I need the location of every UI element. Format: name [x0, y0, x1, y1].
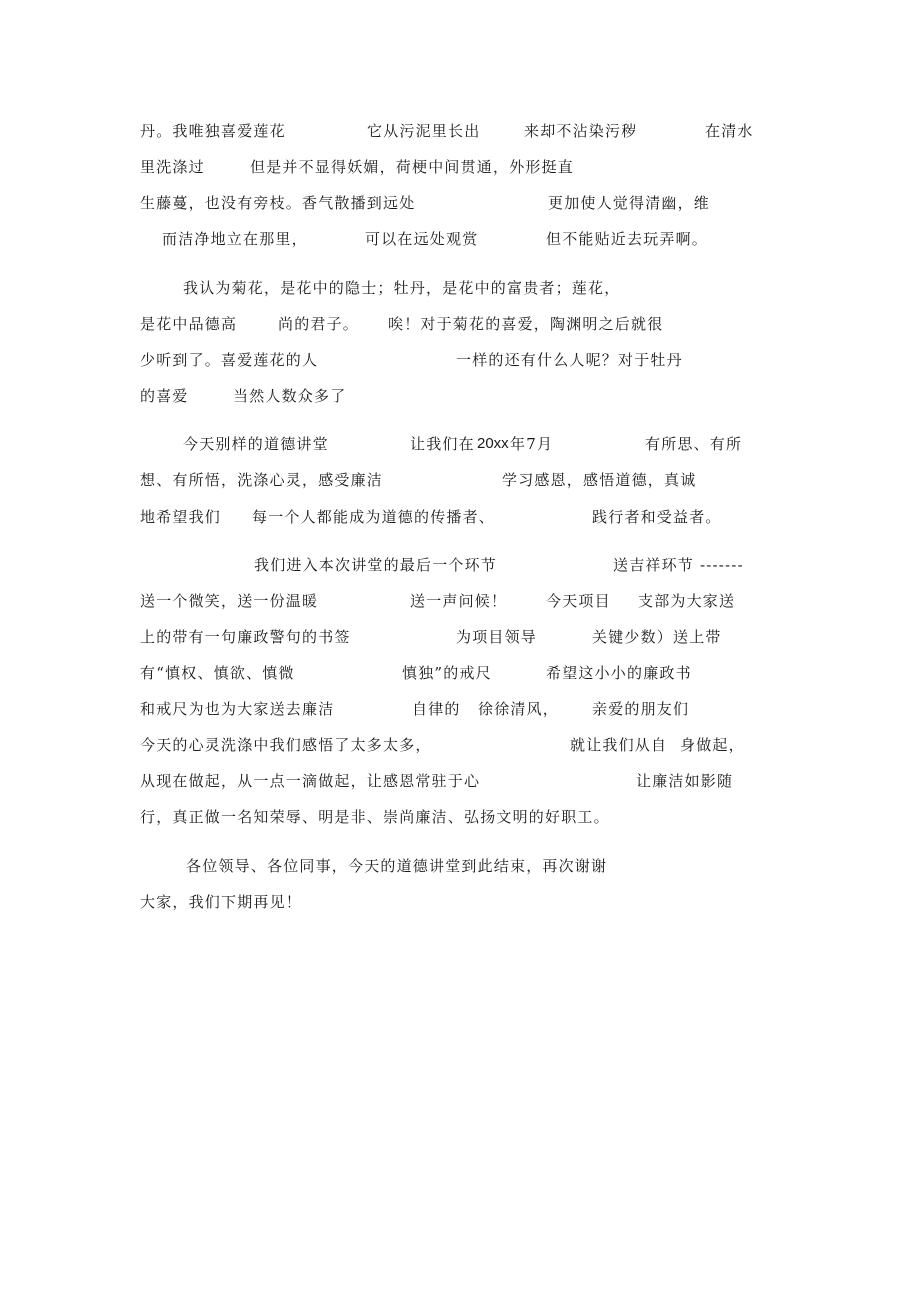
text-segment: 我们进入本次讲堂的最后一个环节 — [254, 556, 498, 574]
text-segment: 丹。我唯独喜爱莲花 — [140, 122, 286, 140]
text-segment: 大家，我们下期再见！ — [140, 893, 303, 911]
text-segment: 每一个人都能成为道德的传播者、 — [252, 508, 496, 526]
paragraph-4-line-2 — [0, 589, 920, 613]
paragraph-2-line-3 — [0, 348, 920, 372]
paragraph-4-line-7 — [0, 769, 920, 793]
text-segment: 但不能贴近去玩弄啊。 — [546, 230, 709, 248]
paragraph-4-line-8 — [0, 805, 920, 829]
text-segment: 当然人数众多了 — [233, 387, 347, 405]
text-segment: 和戒尺为也为大家送去廉洁 — [140, 700, 335, 718]
text-segment: 来却不沾染污秽 — [524, 122, 638, 140]
text-segment: 它从污泥里长出 — [367, 122, 481, 140]
year-text: 20xx — [477, 435, 509, 452]
text-segment: 今天的心灵洗涤中我们感悟了太多太多， — [140, 736, 432, 754]
text-segment: 更加使人觉得清幽，维 — [548, 194, 711, 212]
text-segment: 送吉祥环节 ------- — [613, 556, 744, 574]
text-segment: 从现在做起，从一点一滴做起，让感恩常驻于心 — [140, 772, 481, 790]
text-segment: 送一个微笑，送一份温暖 — [140, 592, 319, 610]
text-segment: 各位领导、各位同事，今天的道德讲堂到此结束，再次谢谢 — [186, 857, 608, 875]
paragraph-1-line-2 — [0, 155, 920, 179]
text-segment: 的喜爱 — [140, 387, 189, 405]
text-segment: 学习感恩，感悟道德，真诚 — [502, 471, 697, 489]
text-segment: 一样的还有什么人呢？对于牡丹 — [456, 351, 683, 369]
text-segment: 少听到了。喜爱莲花的人 — [140, 351, 319, 369]
text-segment: 慎独”的戒尺 — [402, 664, 492, 682]
text-segment: 可以在远处观赏 — [365, 230, 479, 248]
text-segment: 上的带有一句廉政警句的书签 — [140, 628, 351, 646]
text-segment: 送一声问候！ — [410, 592, 508, 610]
text-segment: 希望这小小的廉政书 — [546, 664, 692, 682]
paragraph-5-line-2 — [0, 890, 920, 914]
text-segment: 想、有所悟，洗涤心灵，感受廉洁 — [140, 471, 384, 489]
text-segment: 就让我们从自 — [570, 736, 668, 754]
paragraph-4-line-3 — [0, 625, 920, 649]
paragraph-4-line-6 — [0, 733, 920, 757]
text-segment: 在清水 — [705, 122, 754, 140]
text-segment: 践行者和受益者。 — [592, 508, 722, 526]
text-segment: 地希望我们 — [140, 508, 222, 526]
paragraph-4-line-4 — [0, 661, 920, 685]
paragraph-2-line-1 — [0, 276, 920, 300]
paragraph-3-line-2 — [0, 468, 920, 492]
text-segment: 是花中品德高 — [140, 315, 238, 333]
text-segment: 今天别样的道德讲堂 — [183, 435, 329, 453]
text-segment: 我认为菊花，是花中的隐士；牡丹，是花中的富贵者；莲花， — [183, 279, 621, 297]
text-segment: 生藤蔓，也没有旁枝。香气散播到远处 — [140, 194, 416, 212]
text-segment: 支部为大家送 — [638, 592, 736, 610]
text-segment: 徐徐清风， — [478, 700, 560, 718]
text-segment: 尚的君子。 — [278, 315, 360, 333]
paragraph-3-line-3 — [0, 505, 920, 529]
paragraph-1-line-4 — [0, 227, 920, 251]
text-segment: 让我们在 — [410, 435, 475, 453]
text-segment: 让廉洁如影随 — [636, 772, 734, 790]
text-segment: 为项目领导 — [456, 628, 538, 646]
paragraph-3-line-1 — [0, 432, 920, 456]
text-segment: 关键少数）送上带 — [592, 628, 722, 646]
paragraph-5-line-1 — [0, 854, 920, 878]
text-segment: 行，真正做一名知荣辱、明是非、崇尚廉洁、弘扬文明的好职工。 — [140, 808, 610, 826]
paragraph-1-line-1 — [0, 119, 920, 143]
text-segment: 自律的 — [412, 700, 461, 718]
text-segment: 里洗涤过 — [140, 158, 205, 176]
text-segment: 而洁净地立在那里， — [162, 230, 308, 248]
text-segment: 身做起， — [680, 736, 745, 754]
text-segment: 唉！对于菊花的喜爱，陶渊明之后就很 — [388, 315, 664, 333]
paragraph-4-line-1 — [0, 553, 920, 577]
paragraph-2-line-2 — [0, 312, 920, 336]
paragraph-4-line-5 — [0, 697, 920, 721]
text-segment: 有“慎权、慎欲、慎微 — [140, 664, 295, 682]
text-segment: 今天项目 — [546, 592, 611, 610]
text-segment: 亲爱的朋友们 — [592, 700, 690, 718]
text-segment: 但是并不显得妖媚，荷梗中间贯通，外形挺直 — [250, 158, 575, 176]
text-segment: 年7月 — [510, 435, 554, 453]
text-segment: 有所思、有所 — [645, 435, 743, 453]
paragraph-2-line-4 — [0, 384, 920, 408]
paragraph-1-line-3 — [0, 191, 920, 215]
